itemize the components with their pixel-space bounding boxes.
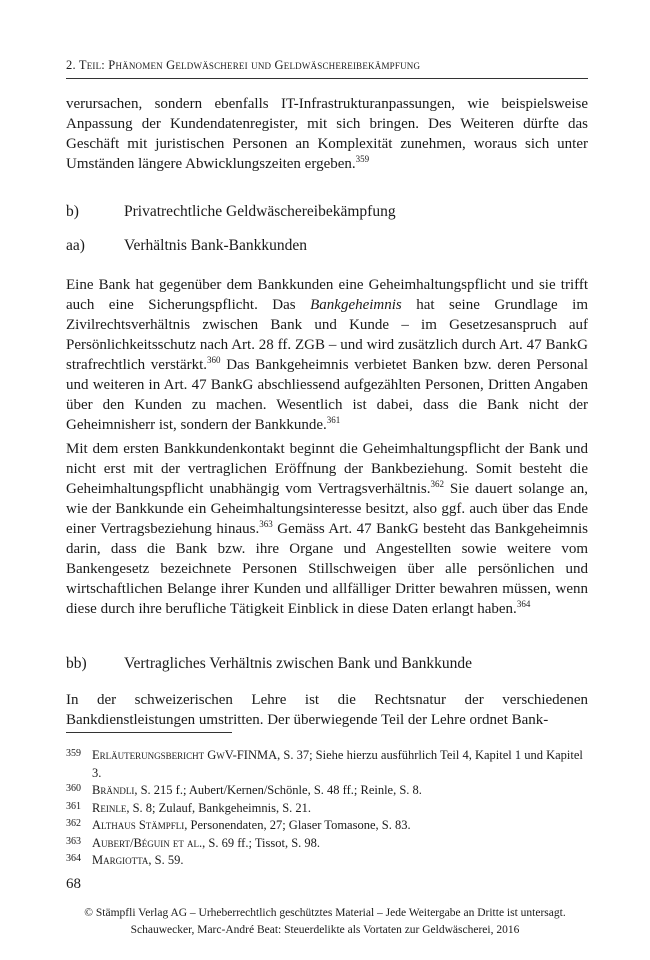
text-run: Mit dem ersten Bankkundenkontakt beginnt die Geheimhaltungspflicht der Bank und nicht erst mit der vertraglichen Eröffnung der Bankbeziehung. Somit besteht die Geheimhaltungspflicht unabhängig vom Vertragsverhältnis. <box>66 441 588 497</box>
section-heading-bb <box>66 655 472 673</box>
footnote <box>66 817 588 835</box>
text-run: Gemäss Art. 47 BankG besteht das Bankgeheimnis darin, dass die Bank bzw. ihre Organe und Angestellten sowie weitere vom Bankengesetz bezeichnete Personen Stillschweigen über alle persönlichen und wirtschaftlichen Belange ihrer Kunden und allfälliger Dritter bewahren müssen, wenn diese durch ihre berufliche Tätigkeit Einblick in diese Daten erlangt haben. <box>66 521 588 617</box>
section-number: b) <box>66 203 79 220</box>
footnote <box>66 782 588 800</box>
footnote-ref[interactable]: 364 <box>516 599 531 609</box>
footnote-number: 362 <box>66 818 81 829</box>
footnote-text <box>92 747 588 782</box>
section-title: Privatrechtliche Geldwäschereibekämpfung <box>124 203 396 220</box>
section-title: Verhältnis Bank-Bankkunden <box>124 237 307 254</box>
footnote-number: 364 <box>66 853 81 864</box>
running-head: 2. Teil: Phänomen Geldwäscherei und Geldwäschereibekämpfung <box>66 58 421 72</box>
citation-line: Schauwecker, Marc-André Beat: Steuerdelikte als Vortaten zur Geldwäscherei, 2016 <box>130 924 520 936</box>
footnote-rest: , Personendaten, 27; Glaser Tomasone, S. 83. <box>184 818 411 832</box>
footnote-author: Erläuterungsbericht GwV-FINMA <box>92 748 278 762</box>
text-run: Sie dauert solange an, wie der Bankkunde ein Geheimhaltungsinteresse besitzt, also ggf. auch über das Ende einer Vertragsbeziehung hinaus. <box>66 481 588 537</box>
text-run: In der schweizerischen Lehre ist die Rechtsnatur der verschiedenen Bankdienstleistungen umstritten. Der überwiegende Teil der Lehre ordnet Bank- <box>66 692 588 728</box>
footnote-rest: , S. 59. <box>148 853 184 867</box>
section-heading-b <box>66 203 396 221</box>
footnote-author: Reinle <box>92 800 127 815</box>
footnotes <box>66 747 588 870</box>
footnote-text <box>92 817 588 835</box>
paragraph-rechtsnatur <box>66 690 588 730</box>
footnote-number: 361 <box>66 800 81 812</box>
footnote-author: Margiotta <box>92 853 149 867</box>
footnote-rest: , S. 69 ff.; Tissot, S. 98. <box>202 835 321 850</box>
footnote-author: Brändli <box>92 783 135 797</box>
footnote-rest: , S. 215 f.; Aubert/Kernen/Schönle, S. 48 ff.; Reinle, S. 8. <box>134 783 422 797</box>
paragraph-geheimhaltungspflicht <box>66 439 588 619</box>
footnote-rule <box>66 732 232 733</box>
footnote-text <box>92 800 588 818</box>
footnote-ref[interactable]: 359 <box>355 154 370 164</box>
footnote-text <box>92 782 588 800</box>
footnote-ref[interactable]: 361 <box>326 415 341 425</box>
intro-paragraph <box>66 94 588 174</box>
text-run: Eine Bank hat gegenüber dem Bankkunden eine Geheimhaltungspflicht und sie trifft auch eine Sicherungspflicht. Das <box>66 277 588 313</box>
copyright-notice <box>0 905 650 939</box>
footnote-number: 363 <box>66 835 81 847</box>
section-number: bb) <box>66 655 87 672</box>
paragraph-bankgeheimnis <box>66 275 588 435</box>
footnote-author: Aubert/Béguin et al. <box>92 835 203 850</box>
section-number: aa) <box>66 237 85 254</box>
footnote-rest: , S. 8; Zulauf, Bankgeheimnis, S. 21. <box>126 800 312 815</box>
section-heading-aa <box>66 237 307 255</box>
footnote-ref[interactable]: 360 <box>207 355 221 365</box>
section-title: Vertragliches Verhältnis zwischen Bank und Bankkunde <box>124 655 472 672</box>
intro-text: verursachen, sondern ebenfalls IT-Infrastrukturanpassungen, wie beispielsweise Anpassung der Kundendatenregister, mit sich bringen. Des Weiteren dürfte das Geschäft mit juristischen Personen an Komplexität zunehmen, woraus sich unter Umständen längere Abwicklungszeiten ergeben. <box>66 96 588 172</box>
footnote-text <box>92 835 588 853</box>
footnote-text <box>92 852 588 870</box>
footnote <box>66 800 588 818</box>
footnote-ref[interactable]: 363 <box>259 519 273 529</box>
footnote-rest: , S. 37; Siehe hierzu ausführlich Teil 4, Kapitel 1 und Kapitel 3. <box>92 748 583 780</box>
footnote-number: 359 <box>66 748 81 759</box>
page-number: 68 <box>66 876 81 892</box>
footnote <box>66 852 588 870</box>
footnote <box>66 747 588 782</box>
text-run: Das Bankgeheimnis verbietet Banken bzw. deren Personal und weiteren in Art. 47 BankG abschliessend aufgezählten Personen, Dritten Angaben über den Kunden zu machen. Wesentlich ist dabei, dass die Bank nicht der Geheimnisherr ist, sondern der Bankkunde. <box>66 357 589 433</box>
text-run: hat seine Grundlage im Zivilrechtsverhältnis zwischen Bank und Kunde – im Gesetzesanspruch auf Persönlichkeitsschutz nach Art. 28 ff. ZGB – und wird zusätzlich durch Art. 47 BankG strafrechtlich verstärkt. <box>66 297 588 373</box>
header-rule <box>66 78 588 79</box>
footnote-number: 360 <box>66 783 81 794</box>
emphasis-bankgeheimnis: Bankgeheimnis <box>310 297 402 313</box>
copyright-line: © Stämpfli Verlag AG – Urheberrechtlich geschütztes Material – Jede Weitergabe an Dritte ist untersagt. <box>84 907 566 919</box>
footnote <box>66 835 588 853</box>
footnote-author: Althaus Stämpfli <box>92 818 185 832</box>
footnote-ref[interactable]: 362 <box>430 479 444 489</box>
